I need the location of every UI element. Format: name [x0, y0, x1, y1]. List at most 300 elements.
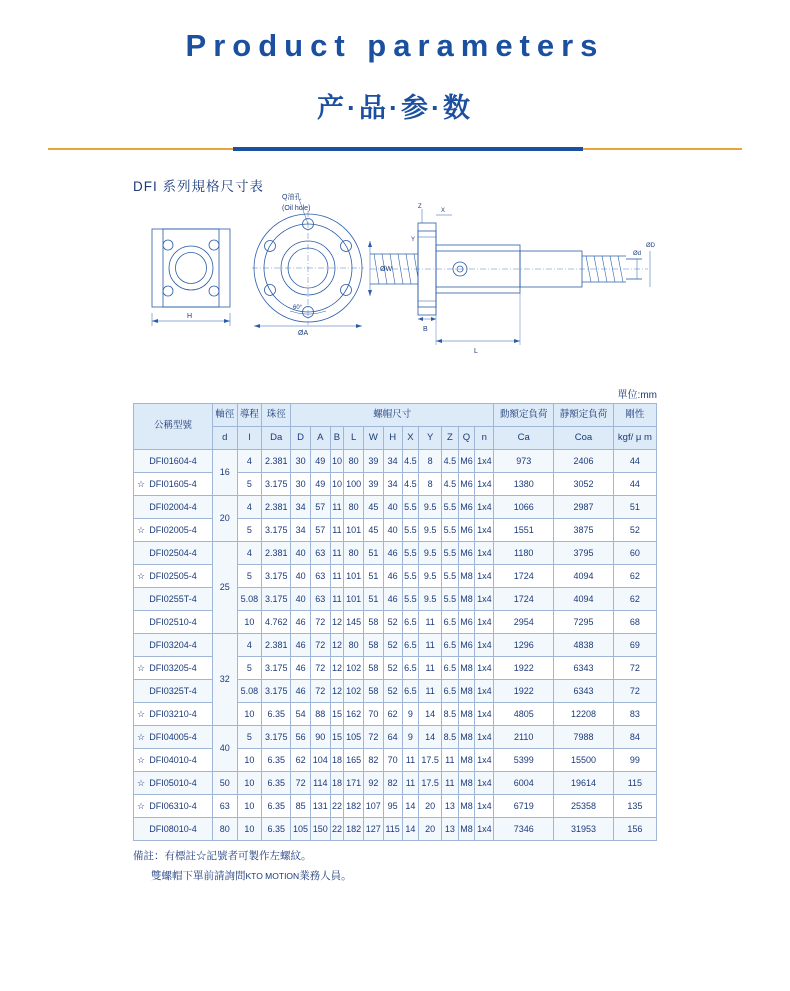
cell-nut-H: 46 — [383, 542, 402, 565]
cell-rigidity: 115 — [613, 772, 656, 795]
cell-nut-A: 88 — [310, 703, 330, 726]
cell-ball-diameter: 3.175 — [262, 726, 291, 749]
cell-nut-n: 1x4 — [475, 542, 494, 565]
cell-lead: 5.08 — [237, 588, 262, 611]
cell-static-load: 2406 — [554, 450, 614, 473]
dim-h-label: H — [187, 313, 193, 320]
left-thread-star-icon: ☆ — [137, 524, 146, 535]
cell-lead: 10 — [237, 818, 262, 841]
cell-nut-Z: 11 — [442, 772, 459, 795]
cell-lead: 10 — [237, 772, 262, 795]
cell-nut-Y: 8 — [419, 473, 442, 496]
header-ca: 動額定負荷 — [494, 404, 554, 427]
cell-nut-L: 102 — [344, 680, 364, 703]
cell-nut-W: 45 — [363, 496, 383, 519]
cell-nut-A: 57 — [310, 496, 330, 519]
cell-nut-Z: 5.5 — [442, 519, 459, 542]
cell-nut-W: 127 — [363, 818, 383, 841]
cell-nut-X: 4.5 — [402, 473, 419, 496]
header-ball-sub: Da — [262, 427, 291, 450]
table-row — [134, 450, 657, 473]
header-lead-sub: l — [237, 427, 262, 450]
cell-nut-B: 12 — [330, 611, 344, 634]
cell-static-load: 12208 — [554, 703, 614, 726]
cell-nut-D: 46 — [291, 611, 311, 634]
cell-nut-Y: 9.5 — [419, 565, 442, 588]
cell-nut-Z: 5.5 — [442, 565, 459, 588]
cell-static-load: 7988 — [554, 726, 614, 749]
cell-nut-L: 182 — [344, 818, 364, 841]
spec-table-body — [134, 450, 657, 841]
cell-nut-n: 1x4 — [475, 565, 494, 588]
dim-da-label: ØD — [646, 243, 655, 249]
cell-nut-W: 39 — [363, 473, 383, 496]
cell-nut-D: 34 — [291, 519, 311, 542]
cell-ball-diameter: 2.381 — [262, 496, 291, 519]
footnote-1: 備註：有標註☆記號者可製作左螺紋。 — [133, 850, 312, 862]
cell-dynamic-load: 2110 — [494, 726, 554, 749]
table-row — [134, 588, 657, 611]
cell-nut-n: 1x4 — [475, 634, 494, 657]
cell-nut-Q: M8 — [458, 795, 475, 818]
cell-nut-W: 107 — [363, 795, 383, 818]
cell-static-load: 4838 — [554, 634, 614, 657]
cell-nut-X: 6.5 — [402, 680, 419, 703]
cell-dynamic-load: 7346 — [494, 818, 554, 841]
mark-x-label: X — [441, 208, 446, 214]
cell-dynamic-load: 1724 — [494, 565, 554, 588]
cell-rigidity: 68 — [613, 611, 656, 634]
cell-nut-X: 5.5 — [402, 542, 419, 565]
cell-model: ☆ DFI04005-4 — [134, 726, 213, 749]
cell-nut-D: 30 — [291, 473, 311, 496]
cell-nut-H: 40 — [383, 496, 402, 519]
cell-lead: 4 — [237, 634, 262, 657]
cell-nut-Z: 4.5 — [442, 450, 459, 473]
cell-nut-Q: M8 — [458, 680, 475, 703]
cell-rigidity: 51 — [613, 496, 656, 519]
cell-nut-W: 72 — [363, 726, 383, 749]
cell-shaft-diameter: 80 — [213, 818, 238, 841]
cell-rigidity: 69 — [613, 634, 656, 657]
cell-nut-X: 14 — [402, 795, 419, 818]
cell-nut-X: 5.5 — [402, 519, 419, 542]
cell-nut-D: 30 — [291, 450, 311, 473]
left-thread-star-icon: ☆ — [137, 570, 146, 581]
cell-nut-H: 70 — [383, 749, 402, 772]
cell-nut-Y: 14 — [419, 703, 442, 726]
cell-model: DFI03204-4 — [134, 634, 213, 657]
cell-nut-Z: 13 — [442, 795, 459, 818]
cell-nut-A: 90 — [310, 726, 330, 749]
cell-nut-B: 12 — [330, 680, 344, 703]
cell-nut-n: 1x4 — [475, 519, 494, 542]
cell-nut-L: 165 — [344, 749, 364, 772]
cell-nut-W: 39 — [363, 450, 383, 473]
cell-nut-D: 105 — [291, 818, 311, 841]
cell-nut-Q: M6 — [458, 473, 475, 496]
cell-nut-H: 62 — [383, 703, 402, 726]
cell-nut-W: 58 — [363, 680, 383, 703]
cell-ball-diameter: 3.175 — [262, 588, 291, 611]
cell-nut-Z: 6.5 — [442, 657, 459, 680]
cell-model: DFI01604-4 — [134, 450, 213, 473]
cell-nut-D: 46 — [291, 680, 311, 703]
page-title-en: Product parameters — [185, 28, 605, 63]
cell-nut-n: 1x4 — [475, 473, 494, 496]
cell-nut-H: 34 — [383, 450, 402, 473]
cell-nut-B: 11 — [330, 519, 344, 542]
cell-nut-W: 58 — [363, 657, 383, 680]
cell-nut-B: 11 — [330, 588, 344, 611]
cell-nut-Z: 6.5 — [442, 680, 459, 703]
cell-dynamic-load: 4805 — [494, 703, 554, 726]
cell-nut-B: 22 — [330, 795, 344, 818]
cell-nut-W: 58 — [363, 611, 383, 634]
cell-nut-X: 6.5 — [402, 657, 419, 680]
cell-nut-Y: 11 — [419, 611, 442, 634]
cell-nut-Q: M8 — [458, 588, 475, 611]
cell-lead: 10 — [237, 749, 262, 772]
cell-model: ☆ DFI01605-4 — [134, 473, 213, 496]
header-nut-X: X — [402, 427, 419, 450]
cell-nut-A: 131 — [310, 795, 330, 818]
cell-lead: 10 — [237, 703, 262, 726]
footnotes — [133, 847, 790, 887]
cell-nut-Z: 5.5 — [442, 496, 459, 519]
cell-model: DFI02504-4 — [134, 542, 213, 565]
cell-nut-H: 52 — [383, 634, 402, 657]
header-nut-group: 螺帽尺寸 — [291, 404, 494, 427]
cell-nut-D: 40 — [291, 588, 311, 611]
cell-nut-L: 80 — [344, 634, 364, 657]
cell-static-load: 6343 — [554, 680, 614, 703]
cell-nut-D: 46 — [291, 634, 311, 657]
cell-nut-B: 12 — [330, 634, 344, 657]
cell-ball-diameter: 3.175 — [262, 680, 291, 703]
cell-nut-n: 1x4 — [475, 588, 494, 611]
header-nut-A: A — [310, 427, 330, 450]
cell-shaft-diameter: 63 — [213, 795, 238, 818]
cell-nut-Q: M8 — [458, 749, 475, 772]
header-model: 公稱型號 — [134, 404, 213, 450]
cell-nut-W: 58 — [363, 634, 383, 657]
left-thread-star-icon: ☆ — [137, 662, 146, 673]
oil-hole-label: Q油孔 — [282, 194, 302, 201]
cell-ball-diameter: 2.381 — [262, 542, 291, 565]
cell-nut-X: 11 — [402, 772, 419, 795]
header-rigidity-sub: kgf/ μ m — [613, 427, 656, 450]
cell-nut-Y: 17.5 — [419, 772, 442, 795]
cell-static-load: 4094 — [554, 588, 614, 611]
cell-model: DFI0255T-4 — [134, 588, 213, 611]
oil-hole-sublabel: (Oil hole) — [282, 205, 311, 212]
cell-nut-W: 45 — [363, 519, 383, 542]
cell-nut-A: 63 — [310, 565, 330, 588]
cell-nut-Z: 6.5 — [442, 611, 459, 634]
cell-static-load: 7295 — [554, 611, 614, 634]
cell-dynamic-load: 6004 — [494, 772, 554, 795]
footnote-2-a: 雙螺帽下單前請詢問 — [151, 869, 246, 882]
table-row — [134, 611, 657, 634]
table-row — [134, 519, 657, 542]
cell-nut-Z: 11 — [442, 749, 459, 772]
cell-ball-diameter: 3.175 — [262, 565, 291, 588]
cell-nut-Z: 4.5 — [442, 473, 459, 496]
cell-nut-L: 182 — [344, 795, 364, 818]
cell-shaft-diameter: 50 — [213, 772, 238, 795]
table-row — [134, 565, 657, 588]
left-thread-star-icon: ☆ — [137, 708, 146, 719]
section-title: DFI 系列規格尺寸表 — [133, 179, 264, 194]
technical-drawing — [130, 194, 660, 386]
dim-a-label: ØA — [298, 330, 309, 337]
cell-nut-n: 1x4 — [475, 611, 494, 634]
cell-nut-D: 85 — [291, 795, 311, 818]
cell-nut-L: 162 — [344, 703, 364, 726]
cell-nut-L: 101 — [344, 565, 364, 588]
cell-nut-X: 6.5 — [402, 611, 419, 634]
spec-table — [133, 403, 657, 841]
cell-nut-A: 57 — [310, 519, 330, 542]
cell-lead: 5 — [237, 726, 262, 749]
cell-nut-B: 11 — [330, 565, 344, 588]
header-divider — [0, 147, 790, 151]
cell-nut-H: 64 — [383, 726, 402, 749]
table-row — [134, 634, 657, 657]
table-row — [134, 657, 657, 680]
table-header-row-1 — [134, 404, 657, 427]
header-nut-Z: Z — [442, 427, 459, 450]
cell-nut-H: 52 — [383, 680, 402, 703]
footnote-2 — [151, 867, 790, 887]
cell-nut-n: 1x4 — [475, 680, 494, 703]
cell-model: ☆ DFI06310-4 — [134, 795, 213, 818]
cell-static-load: 3795 — [554, 542, 614, 565]
cell-static-load: 31953 — [554, 818, 614, 841]
cell-model: DFI08010-4 — [134, 818, 213, 841]
left-thread-star-icon: ☆ — [137, 777, 146, 788]
cell-nut-Y: 20 — [419, 818, 442, 841]
mark-y-label: Y — [411, 237, 416, 243]
cell-nut-B: 11 — [330, 496, 344, 519]
header-coa-sub: Coa — [554, 427, 614, 450]
cell-nut-Z: 5.5 — [442, 588, 459, 611]
cell-nut-Q: M6 — [458, 611, 475, 634]
cell-shaft-diameter: 40 — [213, 726, 238, 772]
cell-model: ☆ DFI02505-4 — [134, 565, 213, 588]
cell-nut-Y: 11 — [419, 657, 442, 680]
cell-ball-diameter: 6.35 — [262, 818, 291, 841]
cell-nut-n: 1x4 — [475, 496, 494, 519]
header-nut-H: H — [383, 427, 402, 450]
cell-nut-L: 102 — [344, 657, 364, 680]
cell-dynamic-load: 2954 — [494, 611, 554, 634]
cell-shaft-diameter: 16 — [213, 450, 238, 496]
cell-nut-Y: 9.5 — [419, 496, 442, 519]
cell-static-load: 3875 — [554, 519, 614, 542]
cell-dynamic-load: 1180 — [494, 542, 554, 565]
cell-nut-n: 1x4 — [475, 657, 494, 680]
dim-l-label: L — [474, 348, 478, 355]
table-row — [134, 473, 657, 496]
table-row — [134, 795, 657, 818]
cell-nut-Q: M8 — [458, 565, 475, 588]
cell-dynamic-load: 5399 — [494, 749, 554, 772]
cell-nut-Z: 8.5 — [442, 726, 459, 749]
cell-static-load: 15500 — [554, 749, 614, 772]
cell-nut-X: 5.5 — [402, 588, 419, 611]
cell-nut-D: 56 — [291, 726, 311, 749]
table-row — [134, 703, 657, 726]
header-ca-sub: Ca — [494, 427, 554, 450]
cell-nut-Y: 11 — [419, 680, 442, 703]
cell-nut-Q: M8 — [458, 703, 475, 726]
cell-nut-D: 40 — [291, 542, 311, 565]
cell-static-load: 6343 — [554, 657, 614, 680]
cell-nut-D: 62 — [291, 749, 311, 772]
cell-nut-B: 15 — [330, 726, 344, 749]
cell-nut-B: 10 — [330, 450, 344, 473]
table-row — [134, 749, 657, 772]
cell-nut-W: 70 — [363, 703, 383, 726]
cell-nut-X: 6.5 — [402, 634, 419, 657]
cell-nut-Y: 11 — [419, 634, 442, 657]
cell-model: DFI0325T-4 — [134, 680, 213, 703]
cell-nut-A: 72 — [310, 657, 330, 680]
cell-nut-B: 11 — [330, 542, 344, 565]
cell-nut-n: 1x4 — [475, 726, 494, 749]
cell-rigidity: 135 — [613, 795, 656, 818]
header-coa: 靜額定負荷 — [554, 404, 614, 427]
cell-nut-Y: 14 — [419, 726, 442, 749]
cell-model: DFI02004-4 — [134, 496, 213, 519]
cell-dynamic-load: 1922 — [494, 657, 554, 680]
cell-nut-D: 40 — [291, 565, 311, 588]
cell-static-load: 4094 — [554, 565, 614, 588]
cell-model: ☆ DFI04010-4 — [134, 749, 213, 772]
cell-dynamic-load: 1724 — [494, 588, 554, 611]
cell-model: ☆ DFI03210-4 — [134, 703, 213, 726]
header-nut-Q: Q — [458, 427, 475, 450]
mark-z-label: Z — [418, 204, 422, 210]
cell-lead: 5.08 — [237, 680, 262, 703]
cell-model: DFI02510-4 — [134, 611, 213, 634]
cell-static-load: 19614 — [554, 772, 614, 795]
dim-b-label: B — [423, 326, 428, 333]
cell-nut-Q: M8 — [458, 818, 475, 841]
cell-nut-Q: M6 — [458, 634, 475, 657]
cell-nut-L: 145 — [344, 611, 364, 634]
cell-rigidity: 62 — [613, 565, 656, 588]
cell-static-load: 25358 — [554, 795, 614, 818]
cell-nut-n: 1x4 — [475, 795, 494, 818]
header-nut-L: L — [344, 427, 364, 450]
cell-ball-diameter: 3.175 — [262, 519, 291, 542]
cell-rigidity: 62 — [613, 588, 656, 611]
cell-nut-D: 72 — [291, 772, 311, 795]
cell-lead: 10 — [237, 795, 262, 818]
cell-nut-X: 4.5 — [402, 450, 419, 473]
cell-nut-A: 114 — [310, 772, 330, 795]
cell-nut-L: 101 — [344, 588, 364, 611]
angle-label: 60° — [293, 305, 303, 311]
cell-shaft-diameter: 25 — [213, 542, 238, 634]
cell-nut-X: 11 — [402, 749, 419, 772]
cell-nut-Y: 17.5 — [419, 749, 442, 772]
cell-lead: 4 — [237, 496, 262, 519]
cell-model: ☆ DFI02005-4 — [134, 519, 213, 542]
cell-nut-A: 104 — [310, 749, 330, 772]
cell-ball-diameter: 6.35 — [262, 749, 291, 772]
cell-ball-diameter: 6.35 — [262, 795, 291, 818]
cell-rigidity: 99 — [613, 749, 656, 772]
cell-dynamic-load: 1551 — [494, 519, 554, 542]
cell-nut-L: 101 — [344, 519, 364, 542]
table-row — [134, 818, 657, 841]
cell-nut-H: 40 — [383, 519, 402, 542]
page-title-cn: 产·品·参·数 — [317, 93, 473, 123]
cell-nut-H: 52 — [383, 611, 402, 634]
unit-note: 單位:mm — [617, 390, 657, 401]
header-nut-B: B — [330, 427, 344, 450]
cell-dynamic-load: 1380 — [494, 473, 554, 496]
header-ball: 珠徑 — [262, 404, 291, 427]
left-thread-star-icon: ☆ — [137, 754, 146, 765]
table-row — [134, 772, 657, 795]
cell-nut-B: 22 — [330, 818, 344, 841]
cell-nut-Y: 8 — [419, 450, 442, 473]
cell-nut-W: 51 — [363, 565, 383, 588]
cell-nut-A: 49 — [310, 450, 330, 473]
cell-nut-D: 46 — [291, 657, 311, 680]
cell-nut-X: 14 — [402, 818, 419, 841]
cell-nut-L: 100 — [344, 473, 364, 496]
cell-dynamic-load: 1296 — [494, 634, 554, 657]
table-row — [134, 726, 657, 749]
table-row — [134, 542, 657, 565]
cell-lead: 4 — [237, 450, 262, 473]
cell-nut-H: 52 — [383, 657, 402, 680]
cell-rigidity: 60 — [613, 542, 656, 565]
cell-nut-D: 34 — [291, 496, 311, 519]
left-thread-star-icon: ☆ — [137, 478, 146, 489]
cell-nut-Y: 9.5 — [419, 519, 442, 542]
header-rigidity: 剛性 — [613, 404, 656, 427]
cell-nut-B: 18 — [330, 749, 344, 772]
header-shaft: 軸徑 — [213, 404, 238, 427]
cell-nut-L: 80 — [344, 450, 364, 473]
cell-nut-X: 5.5 — [402, 565, 419, 588]
cell-ball-diameter: 2.381 — [262, 450, 291, 473]
cell-nut-L: 80 — [344, 496, 364, 519]
cell-lead: 5 — [237, 519, 262, 542]
cell-model: ☆ DFI03205-4 — [134, 657, 213, 680]
cell-shaft-diameter: 32 — [213, 634, 238, 726]
cell-nut-B: 10 — [330, 473, 344, 496]
header-nut-n: n — [475, 427, 494, 450]
cell-nut-n: 1x4 — [475, 818, 494, 841]
footnote-2-c: 業務人員。 — [299, 869, 352, 882]
cell-nut-W: 92 — [363, 772, 383, 795]
header-nut-Y: Y — [419, 427, 442, 450]
divider-blue — [233, 147, 583, 151]
cell-nut-A: 72 — [310, 680, 330, 703]
cell-nut-A: 72 — [310, 634, 330, 657]
cell-nut-A: 49 — [310, 473, 330, 496]
cell-lead: 5 — [237, 473, 262, 496]
cell-nut-Z: 5.5 — [442, 542, 459, 565]
